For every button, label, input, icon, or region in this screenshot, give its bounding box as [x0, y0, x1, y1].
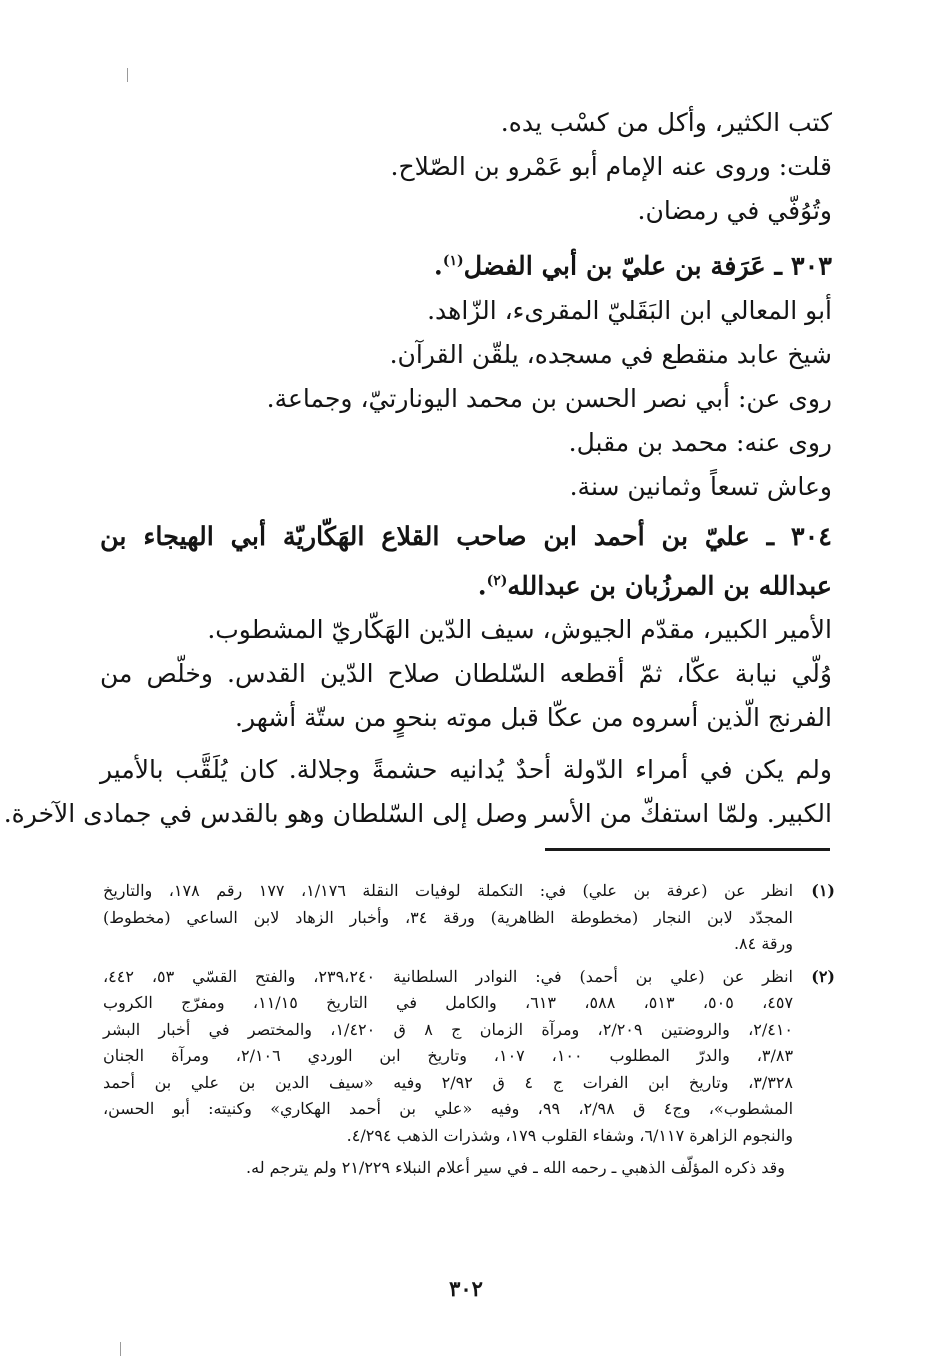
footnote-line: والنجوم الزاهرة ٦/١١٧، وشفاء القلوب ١٧٩، وشذرات الذهب ٤/٢٩٤.	[346, 1125, 793, 1145]
footnote-body	[103, 964, 793, 1150]
footnote-number: (٢)	[811, 966, 835, 986]
text-line: شيخ عابد منقطع في مسجده، يلقّن القرآن.	[389, 339, 832, 369]
entry-heading-text: عبدالله بن المرزُبان بن عبدالله	[507, 571, 832, 601]
footnote-line: ورقة ٨٤.	[733, 934, 793, 953]
heading-period: .	[477, 571, 487, 601]
footnote-line: ٢/٤١٠، والروضتين ٢/٢٠٩، ومرآة الزمان ج ٨ ق ١/٤٢٠، والمختصر في أخبار البشر	[103, 1019, 793, 1039]
footnote-line: المشطوب»، وج٤ ق ٢/٩٨، ٩٩، وفيه «علي بن أحمد الهكاري» وكنيته: أبو الحسن،	[103, 1099, 794, 1118]
text-line: وعاش تسعاً وثمانين سنة.	[569, 471, 832, 501]
footnote-ref[interactable]: (٢)	[486, 572, 508, 589]
footnote-line: ٣/٣٢٨، وتاريخ ابن الفرات ج ٤ ق ٢/٩٢ وفيه «سيف الدين بن علي بن أحمد	[103, 1072, 794, 1092]
footnote-line: ٤٥٧، ٥٠٥، ٥١٣، ٥٨٨، ٦١٣، والكامل في التاريخ ١١/١٥، ومفرّج الكروب	[103, 993, 794, 1012]
heading-period: .	[433, 251, 443, 282]
footnote-body	[103, 878, 793, 958]
text-line: أبو المعالي ابن البَقَليّ المقرىء، الزّاهد.	[427, 295, 832, 325]
text-line: الفرنج الّذين أسروه من عكّا قبل موته بنحوٍ من ستّة أشهر.	[235, 703, 832, 732]
text-line: روى عن: أبي نصر الحسن بن محمد اليونارتيّ، وجماعة.	[266, 383, 832, 413]
footnote-line: ٣/٨٣، والدرّ المطلوب ١٠٠، ١٠٧، وتاريخ ابن الوردي ٢/١٠٦، ومرآة الجنان	[103, 1046, 794, 1065]
footnote-line: انظر عن (علي بن أحمد) في: النوادر السلطانية ٢٣٩،٢٤٠، والفتح القسّي ٥٣، ٤٤٢،	[103, 966, 793, 986]
footnote-separator	[545, 848, 830, 851]
margin-mark-bottom	[120, 1342, 121, 1356]
footnote-1	[103, 878, 835, 958]
text-line: الكبير. ولمّا استفكّ من الأسر وصل إلى السّلطان وهو بالقدس في جمادى الآخرة.	[3, 799, 832, 828]
margin-mark-top	[127, 68, 128, 82]
text-line: الأمير الكبير، مقدّم الجيوش، سيف الدّين الهَكّاريّ المشطوب.	[207, 615, 832, 644]
entry-303-heading	[100, 239, 832, 289]
entry-304-heading-line2	[100, 559, 832, 609]
entry-heading-text: ٣٠٣ ـ عَرَفة بن عليّ بن أبي الفضل	[463, 251, 832, 282]
text-line: وتُوُفّي في رمضان.	[637, 196, 832, 225]
footnote-line: انظر عن (عرفة بن علي) في: التكملة لوفيات النقلة ١/١٧٦، ١٧٧ رقم ١٧٨، والتاريخ	[103, 881, 794, 900]
footnote-2	[103, 964, 835, 1150]
footnote-additional-line: وقد ذكره المؤلّف الذهبي ـ رحمه الله ـ في سير أعلام النبلاء ٢١/٢٢٩ ولم يترجم له.	[246, 1158, 785, 1177]
footnote-number: (١)	[811, 881, 835, 900]
text-line: ولم يكن في أمراء الدّولة أحدٌ يُدانيه حشمةً وجلالة. كان يُلَقَّب بالأمير	[100, 755, 832, 784]
text-line: وُلّي نيابة عكّا، ثمّ أقطعه السّلطان صلاح الدّين القدس. وخلّص من	[100, 659, 832, 688]
entry-304-heading-line1: ٣٠٤ ـ عليّ بن أحمد ابن صاحب القلاع الهَكّاريّة أبي الهيجاء بن	[100, 521, 832, 552]
text-line: قلت: وروى عنه الإمام أبو عَمْرو بن الصّلاح.	[390, 152, 832, 181]
footnote-ref[interactable]: (١)	[442, 253, 464, 269]
text-line: كتب الكثير، وأكل من كسْب يده.	[500, 108, 832, 137]
footnote-line: المجدّد لابن النجار (مخطوطة الظاهرية) ورقة ٣٤، وأخبار الزهاد لابن الساعي (مخطوط)	[103, 907, 793, 927]
page-number: ٣٠٢	[449, 1276, 483, 1301]
main-text	[3, 101, 832, 836]
text-line: روى عنه: محمد بن مقبل.	[568, 427, 832, 457]
footnotes	[103, 878, 835, 1181]
